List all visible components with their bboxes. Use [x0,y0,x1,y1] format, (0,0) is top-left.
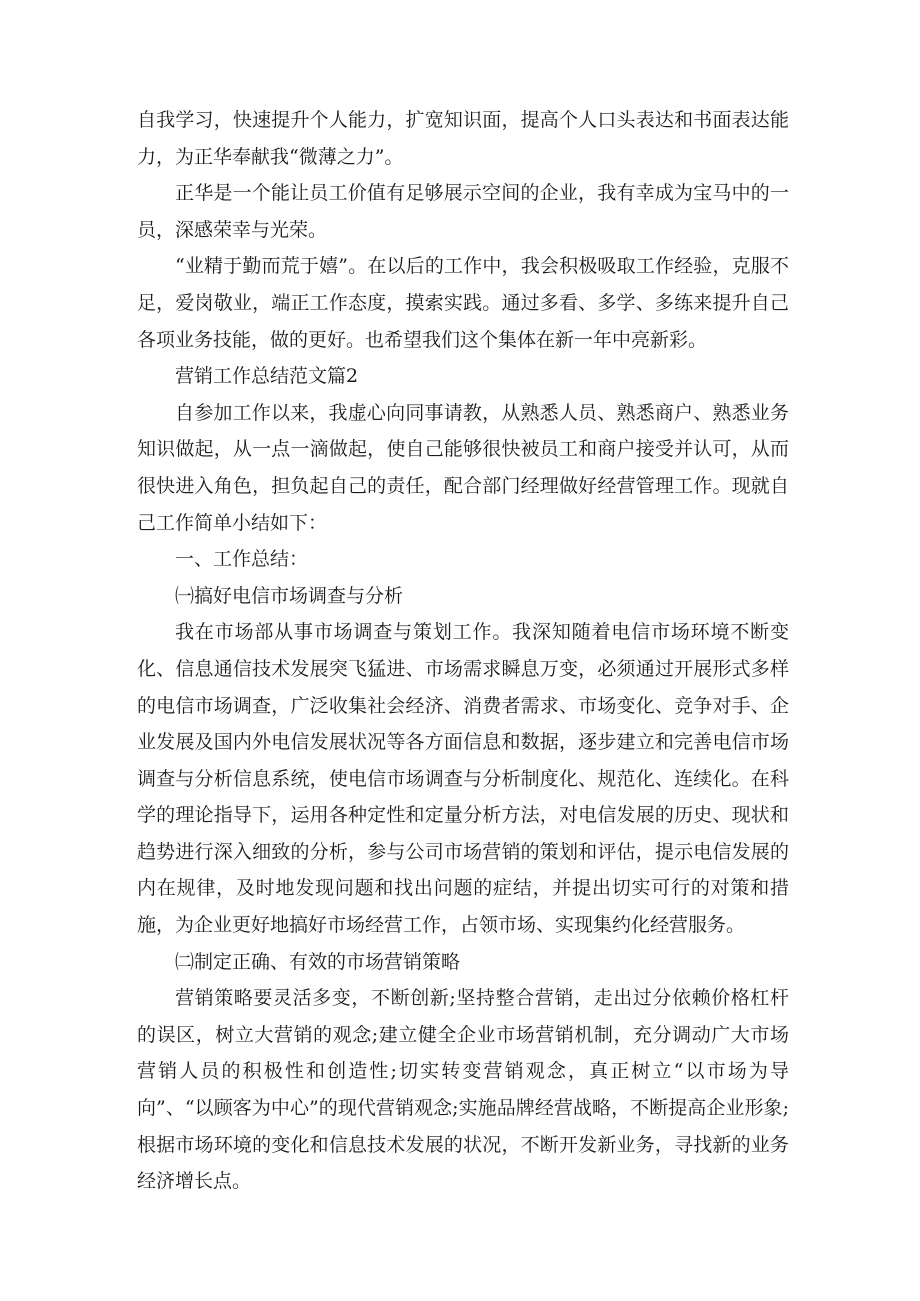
paragraph-since-joining: 自参加工作以来，我虚心向同事请教，从熟悉人员、熟悉商户、熟悉业务知识做起，从一点一滴做起，使自己能够很快被员工和商户接受并认可，从而很快进入角色，担负起自己的责任，配合部门经理做好经营管理工作。现就自己工作简单小结如下： [137,401,789,534]
paragraph-company-value: 正华是一个能让员工价值有足够展示空间的企业，我有幸成为宝马中的一员，深感荣幸与光荣。 [137,182,789,241]
paragraph-intro-continuation: 自我学习，快速提升个人能力，扩宽知识面，提高个人口头表达和书面表达能力，为正华奉献我“微薄之力”。 [137,109,789,168]
section-title-part2: 营销工作总结范文篇2 [175,365,359,388]
paragraph-market-research: 我在市场部从事市场调查与策划工作。我深知随着电信市场环境不断变化、信息通信技术发展突飞猛进、市场需求瞬息万变，必须通过开展形式多样的电信市场调查，广泛收集社会经济、消费者需求、市场变化、竞争对手、企业发展及国内外电信发展状况等各方面信息和数据，逐步建立和完善电信市场调查与分析信息系统，使电信市场调查与分析制度化、规范化、连续化。在科学的理论指导下，运用各种定性和定量分析方法，对电信发展的历史、现状和趋势进行深入细致的分析，参与公司市场营销的策划和评估，提示电信发展的内在规律，及时地发现问题和找出问题的症结，并提出切实可行的对策和措施，为企业更好地搞好市场经营工作，占领市场、实现集约化经营服务。 [137,621,789,937]
paragraph-marketing-strategy: 营销策略要灵活多变，不断创新;坚持整合营销，走出过分依赖价格杠杆的误区，树立大营销的观念;建立健全企业市场营销机制，充分调动广大市场营销人员的积极性和创造性;切实转变营销观念，真正树立“以市场为导向”、“以顾客为中心”的现代营销观念;实施品牌经营战略，不断提高企业形象;根据市场环境的变化和信息技术发展的状况，不断开发新业务，寻找新的业务经济增长点。 [137,987,789,1193]
heading-work-summary: 一、工作总结： [175,548,309,571]
paragraph-future-work: “业精于勤而荒于嬉”。在以后的工作中，我会积极吸取工作经验，克服不足，爱岗敬业，端正工作态度，摸索实践。通过多看、多学、多练来提升自己各项业务技能，做的更好。也希望我们这个集体在新一年中亮新彩。 [137,255,789,351]
document-body [137,102,789,1200]
subheading-marketing-strategy: ㈡制定正确、有效的市场营销策略 [175,950,461,973]
subheading-market-research: ㈠搞好电信市场调查与分析 [175,584,404,607]
